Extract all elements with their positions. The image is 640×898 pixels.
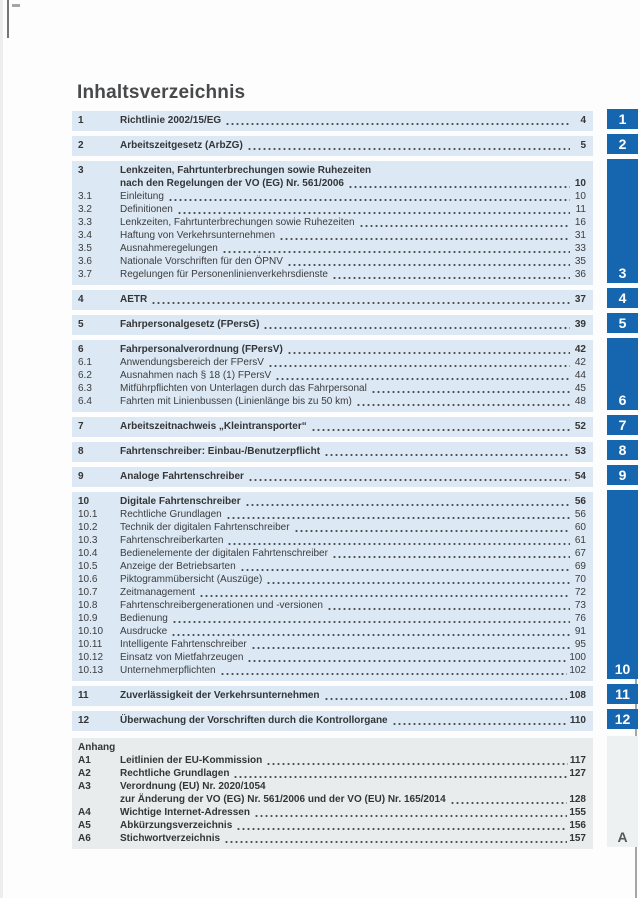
dot-leader <box>251 647 570 649</box>
toc-row <box>78 612 586 625</box>
toc-entry-number: 6.1 <box>78 357 92 368</box>
toc-section-8 <box>72 442 593 462</box>
toc-row <box>78 767 586 780</box>
toc-entry-label: Analoge Fahrtenschreiber <box>120 471 244 482</box>
toc-row <box>78 343 586 356</box>
toc-section-11 <box>72 686 593 706</box>
toc-row <box>78 625 586 638</box>
toc-entry-number: 10.4 <box>78 548 98 559</box>
thumb-tab-3: 3 <box>607 159 638 283</box>
dot-leader <box>248 479 570 481</box>
toc-entry-page: 42 <box>574 357 586 368</box>
toc-row <box>78 741 586 754</box>
toc-row <box>78 445 586 458</box>
dot-leader <box>268 365 570 367</box>
toc-entry-label: Regelungen für Personenlinienverkehrsdienste <box>120 269 328 280</box>
toc-entry-page: 61 <box>574 535 586 546</box>
toc-entry-label: Wichtige Internet-Adressen <box>120 807 250 818</box>
toc-entry-page: 155 <box>569 807 586 818</box>
toc-section-5 <box>72 315 593 335</box>
toc-section-2 <box>72 136 593 156</box>
page-title: Inhaltsverzeichnis <box>77 82 246 103</box>
dot-leader <box>324 698 568 700</box>
toc-entry-label: Abkürzungsverzeichnis <box>120 820 233 831</box>
toc-row <box>78 293 586 306</box>
toc-entry-number: A4 <box>78 807 91 818</box>
toc-entry-number: 12 <box>78 715 90 726</box>
dot-leader <box>263 327 570 329</box>
toc-entry-page: 10 <box>574 191 586 202</box>
toc-entry-number: 5 <box>78 319 84 330</box>
toc-entry-label: Arbeitszeitgesetz (ArbZG) <box>120 140 243 151</box>
toc-entry-page: 37 <box>574 294 586 305</box>
dot-leader <box>151 302 570 304</box>
dot-leader <box>356 404 570 406</box>
toc-entry-number: 9 <box>78 471 84 482</box>
toc-entry-page: 56 <box>574 509 586 520</box>
toc-entry-label: Stichwortverzeichnis <box>120 833 221 844</box>
toc-row <box>78 470 586 483</box>
toc-entry-label: Haftung von Verkehrsunternehmen <box>120 230 276 241</box>
toc-entry-page: 108 <box>569 690 586 701</box>
toc-row <box>78 164 586 177</box>
toc-entry-page: 48 <box>574 396 586 407</box>
toc-row <box>78 714 586 727</box>
toc-row <box>78 521 586 534</box>
dot-leader <box>266 763 568 765</box>
dot-leader <box>220 673 568 675</box>
dot-leader <box>172 621 570 623</box>
toc-entry-page: 73 <box>574 600 586 611</box>
toc-entry-number: 10.9 <box>78 613 98 624</box>
scan-artifact-top-left <box>7 0 9 38</box>
toc-entry-number: 2 <box>78 140 84 151</box>
toc-entry-number: 3.4 <box>78 230 92 241</box>
toc-entry-number: 3 <box>78 165 84 176</box>
dot-leader <box>224 841 567 843</box>
toc-entry-number: 10.2 <box>78 522 98 533</box>
toc-entry-page: 54 <box>574 471 586 482</box>
dot-leader <box>332 277 570 279</box>
toc-row <box>78 599 586 612</box>
toc-entry-label: Arbeitszeitnachweis „Kleintransporter“ <box>120 421 307 432</box>
toc-entry-number: 6.2 <box>78 370 92 381</box>
toc-section-7 <box>72 417 593 437</box>
toc-entry-number: Anhang <box>78 742 116 753</box>
toc-entry-label: Bedienelemente der digitalen Fahrtenschreiber <box>120 548 328 559</box>
toc-entry-page: 70 <box>574 574 586 585</box>
toc-entry-page: 31 <box>574 230 586 241</box>
toc-entry-label: Leitlinien der EU-Kommission <box>120 755 263 766</box>
toc-entry-page: 102 <box>569 665 586 676</box>
toc-entry-label: Fahrtenschreiber: Einbau-/Benutzerpflicht <box>120 446 321 457</box>
thumb-tab-7: 7 <box>607 415 638 435</box>
toc-entry-label: Fahrtenschreiberkarten <box>120 535 224 546</box>
dot-leader <box>227 543 570 545</box>
dot-leader <box>332 556 570 558</box>
toc-entry-label: Ausnahmeregelungen <box>120 243 218 254</box>
thumb-tab-9: 9 <box>607 465 638 485</box>
toc-entry-number: 10.12 <box>78 652 104 663</box>
toc-row <box>78 806 586 819</box>
dot-leader <box>247 660 567 662</box>
toc-entry-label: Überwachung der Vorschriften durch die Kontrollorgane <box>120 715 388 726</box>
toc-entry-label: Zeitmanagement <box>120 587 196 598</box>
toc-row <box>78 495 586 508</box>
toc-entry-page: 60 <box>574 522 586 533</box>
toc-entry-page: 10 <box>574 178 586 189</box>
toc-entry-number: A2 <box>78 768 91 779</box>
table-of-contents <box>72 111 593 854</box>
thumb-tab-A: A <box>607 736 638 847</box>
toc-entry-page: 72 <box>574 587 586 598</box>
toc-row <box>78 139 586 152</box>
toc-entry-label: Richtlinie 2002/15/EG <box>120 115 222 126</box>
toc-entry-page: 42 <box>574 344 586 355</box>
toc-entry-page: 69 <box>574 561 586 572</box>
toc-entry-label: Intelligente Fahrtenschreiber <box>120 639 247 650</box>
toc-entry-label: Ausnahmen nach § 18 (1) FPersV <box>120 370 272 381</box>
toc-row <box>78 255 586 268</box>
toc-entry-label: Fahrten mit Linienbussen (Linienlänge bis zu 50 km) <box>120 396 352 407</box>
toc-entry-label: Fahrtenschreibergenerationen und -versionen <box>120 600 323 611</box>
toc-entry-number: 3.7 <box>78 269 92 280</box>
toc-entry-page: 45 <box>574 383 586 394</box>
toc-row <box>78 177 586 190</box>
toc-row <box>78 268 586 281</box>
toc-entry-number: 4 <box>78 294 84 305</box>
dot-leader <box>275 378 570 380</box>
dot-leader <box>287 264 570 266</box>
toc-entry-label: Piktogrammübersicht (Auszüge) <box>120 574 263 585</box>
toc-entry-label: AETR <box>120 294 148 305</box>
toc-row <box>78 638 586 651</box>
dot-leader <box>266 582 570 584</box>
toc-entry-label: Unternehmerpflichten <box>120 665 216 676</box>
toc-row <box>78 114 586 127</box>
toc-section-12 <box>72 711 593 731</box>
toc-entry-number: 3.1 <box>78 191 92 202</box>
toc-row <box>78 651 586 664</box>
toc-entry-label: Einsatz von Mietfahrzeugen <box>120 652 244 663</box>
toc-entry-label: Digitale Fahrtenschreiber <box>120 496 241 507</box>
toc-entry-page: 4 <box>580 115 586 126</box>
toc-entry-page: 33 <box>574 243 586 254</box>
toc-section-1 <box>72 111 593 131</box>
toc-entry-label: nach den Regelungen der VO (EG) Nr. 561/2006 <box>120 178 344 189</box>
toc-entry-page: 127 <box>569 768 586 779</box>
toc-entry-page: 91 <box>574 626 586 637</box>
toc-row <box>78 242 586 255</box>
toc-entry-number: 10.6 <box>78 574 98 585</box>
toc-entry-number: 3.3 <box>78 217 92 228</box>
toc-entry-page: 156 <box>569 820 586 831</box>
dot-leader <box>233 776 567 778</box>
toc-entry-number: 10.1 <box>78 509 98 520</box>
toc-entry-label: Anwendungsbereich der FPersV <box>120 357 264 368</box>
toc-entry-label: Ausdrucke <box>120 626 168 637</box>
dot-leader <box>324 454 570 456</box>
toc-entry-number: 3.6 <box>78 256 92 267</box>
dot-leader <box>359 225 570 227</box>
toc-entry-page: 53 <box>574 446 586 457</box>
toc-row <box>78 420 586 433</box>
toc-row <box>78 229 586 242</box>
dot-leader <box>171 634 570 636</box>
dot-leader <box>240 569 570 571</box>
toc-row <box>78 534 586 547</box>
toc-entry-page: 52 <box>574 421 586 432</box>
toc-entry-page: 110 <box>569 715 586 726</box>
toc-entry-number: 1 <box>78 115 84 126</box>
toc-entry-label: Einleitung <box>120 191 164 202</box>
toc-entry-number: 10.11 <box>78 639 103 650</box>
toc-entry-label: Rechtliche Grundlagen <box>120 768 230 779</box>
toc-entry-label: Rechtliche Grundlagen <box>120 509 222 520</box>
toc-entry-number: 10.7 <box>78 587 98 598</box>
toc-entry-number: 3.2 <box>78 204 92 215</box>
toc-entry-label: Lenkzeiten, Fahrtunterbrechungen sowie Ruhezeiten <box>120 217 355 228</box>
dot-leader <box>177 212 570 214</box>
toc-entry-page: 36 <box>574 269 586 280</box>
dot-leader <box>222 251 570 253</box>
toc-entry-number: A6 <box>78 833 91 844</box>
toc-entry-page: 35 <box>574 256 586 267</box>
toc-section-10 <box>72 492 593 681</box>
toc-entry-number: 6.3 <box>78 383 92 394</box>
toc-entry-label: Lenkzeiten, Fahrtunterbrechungen sowie Ruhezeiten <box>120 165 372 176</box>
dot-leader <box>348 186 570 188</box>
toc-row <box>78 508 586 521</box>
toc-row <box>78 819 586 832</box>
toc-entry-label: zur Änderung der VO (EG) Nr. 561/2006 und der VO (EU) Nr. 165/2014 <box>120 794 446 805</box>
toc-entry-number: 10.5 <box>78 561 98 572</box>
dot-leader <box>371 391 570 393</box>
toc-entry-page: 67 <box>574 548 586 559</box>
toc-entry-page: 56 <box>574 496 586 507</box>
thumb-tab-10: 10 <box>607 490 638 679</box>
toc-entry-label: Bedienung <box>120 613 168 624</box>
dot-leader <box>168 199 570 201</box>
toc-entry-number: 7 <box>78 421 84 432</box>
toc-entry-label: Verordnung (EU) Nr. 2020/1054 <box>120 781 266 792</box>
thumb-tab-2: 2 <box>607 134 638 154</box>
thumb-tab-12: 12 <box>607 709 638 729</box>
thumb-tab-5: 5 <box>607 313 638 333</box>
toc-row <box>78 780 586 793</box>
toc-entry-number: 6 <box>78 344 84 355</box>
toc-row <box>78 216 586 229</box>
toc-section-4 <box>72 290 593 310</box>
toc-row <box>78 586 586 599</box>
toc-row <box>78 832 586 845</box>
dot-leader <box>245 504 570 506</box>
toc-entry-page: 157 <box>569 833 586 844</box>
toc-entry-page: 95 <box>574 639 586 650</box>
toc-section-6 <box>72 340 593 412</box>
toc-row <box>78 560 586 573</box>
toc-row <box>78 573 586 586</box>
thumb-tab-4: 4 <box>607 288 638 308</box>
toc-row <box>78 689 586 702</box>
toc-entry-label: Definitionen <box>120 204 173 215</box>
toc-section-A <box>72 738 593 849</box>
toc-row <box>78 547 586 560</box>
dot-leader <box>247 148 570 150</box>
toc-entry-number: A5 <box>78 820 91 831</box>
toc-entry-label: Zuverlässigkeit der Verkehrsunternehmen <box>120 690 320 701</box>
toc-entry-label: Anzeige der Betriebsarten <box>120 561 236 572</box>
toc-section-3 <box>72 161 593 285</box>
toc-entry-page: 100 <box>569 652 586 663</box>
dot-leader <box>450 802 568 804</box>
toc-entry-number: 10.8 <box>78 600 98 611</box>
toc-entry-page: 5 <box>580 140 586 151</box>
dot-leader <box>236 828 567 830</box>
toc-row <box>78 793 586 806</box>
toc-entry-number: 8 <box>78 446 84 457</box>
toc-entry-number: 10 <box>78 496 90 507</box>
toc-row <box>78 664 586 677</box>
toc-entry-number: 6.4 <box>78 396 92 407</box>
dot-leader <box>279 238 570 240</box>
dot-leader <box>254 815 567 817</box>
thumb-tab-1: 1 <box>607 109 638 129</box>
toc-entry-label: Mitführpflichten von Unterlagen durch das Fahrpersonal <box>120 383 367 394</box>
dot-leader <box>327 608 570 610</box>
toc-entry-page: 39 <box>574 319 586 330</box>
dot-leader <box>392 723 568 725</box>
toc-entry-page: 16 <box>574 217 586 228</box>
toc-entry-number: 3.5 <box>78 243 92 254</box>
toc-row <box>78 369 586 382</box>
dot-leader <box>311 429 570 431</box>
toc-entry-number: A1 <box>78 755 91 766</box>
toc-row <box>78 356 586 369</box>
toc-entry-page: 11 <box>575 204 586 215</box>
scan-artifact-mark <box>12 4 20 7</box>
toc-entry-number: 10.13 <box>78 665 104 676</box>
thumb-tab-11: 11 <box>607 684 638 704</box>
toc-entry-page: 117 <box>569 755 586 766</box>
toc-entry-label: Nationale Vorschriften für den ÖPNV <box>120 256 283 267</box>
toc-entry-page: 128 <box>569 794 586 805</box>
toc-section-9 <box>72 467 593 487</box>
toc-row <box>78 190 586 203</box>
toc-row <box>78 203 586 216</box>
toc-entry-label: Technik der digitalen Fahrtenschreiber <box>120 522 290 533</box>
toc-row <box>78 395 586 408</box>
dot-leader <box>225 123 570 125</box>
toc-entry-page: 44 <box>574 370 586 381</box>
toc-entry-number: A3 <box>78 781 91 792</box>
dot-leader <box>287 352 570 354</box>
toc-entry-number: 10.10 <box>78 626 104 637</box>
toc-row <box>78 382 586 395</box>
dot-leader <box>226 517 570 519</box>
toc-entry-number: 11 <box>78 690 89 701</box>
scan-edge-left <box>0 0 3 898</box>
thumb-tab-6: 6 <box>607 338 638 410</box>
toc-row <box>78 318 586 331</box>
toc-row <box>78 754 586 767</box>
toc-entry-number: 10.3 <box>78 535 98 546</box>
toc-entry-label: Fahrpersonalgesetz (FPersG) <box>120 319 260 330</box>
thumb-tab-8: 8 <box>607 440 638 460</box>
toc-entry-label: Fahrpersonalverordnung (FPersV) <box>120 344 283 355</box>
dot-leader <box>294 530 570 532</box>
toc-entry-page: 76 <box>574 613 586 624</box>
dot-leader <box>199 595 570 597</box>
